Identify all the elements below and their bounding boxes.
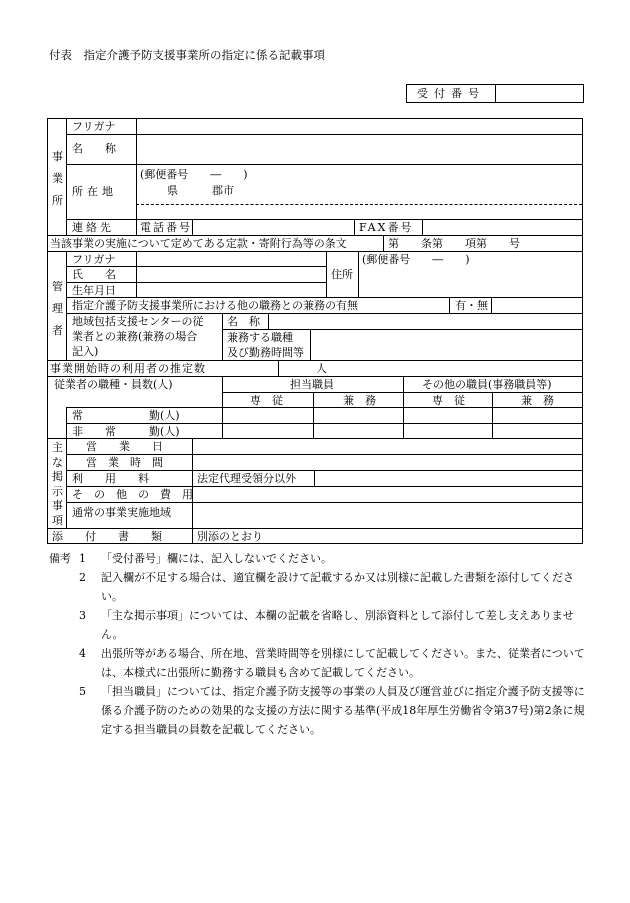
office-address-label: 所在地 bbox=[72, 185, 117, 198]
office-fax-label: FAX番号 bbox=[359, 221, 414, 234]
office-prefecture-label: 県 bbox=[167, 184, 178, 197]
staff-parttime-label: 非 常 勤(人) bbox=[72, 425, 180, 438]
note-text: 出張所等がある場合、所在地、営業時間等を別様にして記載してください。また、従業者については、本様式に出張所に勤務する職員も含めて記載してください。 bbox=[101, 647, 585, 679]
staff-group2-header: その他の職員(事務職員等) bbox=[422, 378, 552, 391]
fee-sub-label: 法定代理受領分以外 bbox=[197, 472, 296, 485]
note-item bbox=[49, 682, 589, 739]
note-text: 記入欄が不足する場合は、適宜欄を設けて記載するか又は別様に記載した書類を添付してください。 bbox=[101, 571, 574, 603]
office-phone-label: 電話番号 bbox=[140, 221, 192, 234]
office-contact-label: 連絡先 bbox=[72, 221, 114, 234]
center-label-line3: 記入) bbox=[72, 345, 99, 358]
manager-birth-label: 生年月日 bbox=[72, 284, 116, 297]
other-costs-label: そ の 他 の 費 用 bbox=[72, 488, 193, 501]
manager-address-label: 住所 bbox=[331, 268, 353, 281]
staff-group1-header: 担当職員 bbox=[290, 378, 334, 391]
staff-sub2-header: 兼 務 bbox=[343, 394, 376, 407]
center-label-line2: 業者との兼務(兼務の場合 bbox=[72, 330, 198, 343]
business-days-label: 営 業 日 bbox=[86, 440, 163, 453]
staff-sub3-header: 専 従 bbox=[432, 394, 465, 407]
office-name-label: 名 称 bbox=[72, 142, 116, 155]
note-item bbox=[49, 644, 589, 682]
notes-heading: 備考 bbox=[49, 552, 71, 565]
users-unit: 人 bbox=[316, 362, 327, 375]
manager-furigana-label: フリガナ bbox=[72, 253, 116, 266]
fee-label: 利 用 料 bbox=[72, 472, 149, 485]
office-postal-label: (郵便番号 ― ) bbox=[140, 168, 248, 181]
attachments-label: 添 付 書 類 bbox=[52, 530, 162, 543]
notes-section bbox=[49, 549, 589, 739]
note-number: 3 bbox=[79, 609, 86, 622]
receipt-box bbox=[406, 84, 584, 103]
note-number: 2 bbox=[79, 571, 86, 584]
office-city-label: 郡市 bbox=[212, 184, 234, 197]
manager-section-label: 管理者 bbox=[52, 280, 63, 337]
note-text: 「主な掲示事項」については、本欄の記載を省略し、別添資料として添付して差し支えありません。 bbox=[101, 609, 574, 641]
note-item bbox=[49, 606, 589, 644]
office-furigana-label: フリガナ bbox=[72, 120, 116, 133]
manager-name-label: 氏 名 bbox=[72, 268, 116, 281]
note-item bbox=[49, 568, 589, 606]
article-label: 当該事業の実施について定めてある定款・寄附行為等の条文 bbox=[50, 237, 347, 250]
note-text: 「担当職員」については、指定介護予防支援等の事業の人員及び運営並びに指定介護予防支援等に係る介護予防のための効果的な支援の方法に関する基準(平成18年厚生労働省令第37号)第2条に規定する担当職員の員数を記載してください。 bbox=[101, 685, 585, 736]
job-label-line2: 及び勤務時間等 bbox=[227, 346, 304, 359]
staff-sub4-header: 兼 務 bbox=[521, 394, 554, 407]
staff-fulltime-label: 常 勤(人) bbox=[72, 409, 180, 422]
office-section-label: 事業所 bbox=[52, 150, 63, 207]
service-area-label: 通常の事業実施地域 bbox=[72, 506, 171, 519]
staff-sub1-header: 専 従 bbox=[250, 394, 283, 407]
users-label: 事業開始時の利用者の推定数 bbox=[50, 362, 206, 375]
note-number: 1 bbox=[79, 552, 86, 565]
manager-postal-label: (郵便番号 ― ) bbox=[362, 253, 470, 266]
page-title: 付表 指定介護予防支援事業所の指定に係る記載事項 bbox=[49, 48, 325, 62]
note-text: 「受付番号」欄には、記入しないでください。 bbox=[101, 552, 332, 565]
center-label-line1: 地域包括支援センターの従 bbox=[72, 315, 204, 328]
note-number: 5 bbox=[79, 685, 86, 698]
center-name-label: 名 称 bbox=[227, 315, 260, 328]
staff-label: 従業者の職種・員数(人) bbox=[54, 378, 173, 391]
manager-concurrent-question: 指定介護予防支援事業所における他の職務との兼務の有無 bbox=[72, 299, 358, 312]
business-hours-label: 営 業 時 間 bbox=[86, 456, 163, 469]
article-value: 第 条第 項第 号 bbox=[388, 237, 520, 250]
postings-section-label: 主な掲示事項 bbox=[52, 441, 63, 527]
job-label-line1: 兼務する職種 bbox=[227, 331, 293, 344]
note-number: 4 bbox=[79, 647, 86, 660]
attachments-value: 別添のとおり bbox=[197, 530, 263, 543]
note-item bbox=[49, 549, 589, 568]
receipt-number-field[interactable] bbox=[496, 85, 583, 102]
receipt-label: 受付番号 bbox=[407, 85, 496, 102]
manager-concurrent-answer[interactable]: 有・無 bbox=[455, 299, 488, 312]
